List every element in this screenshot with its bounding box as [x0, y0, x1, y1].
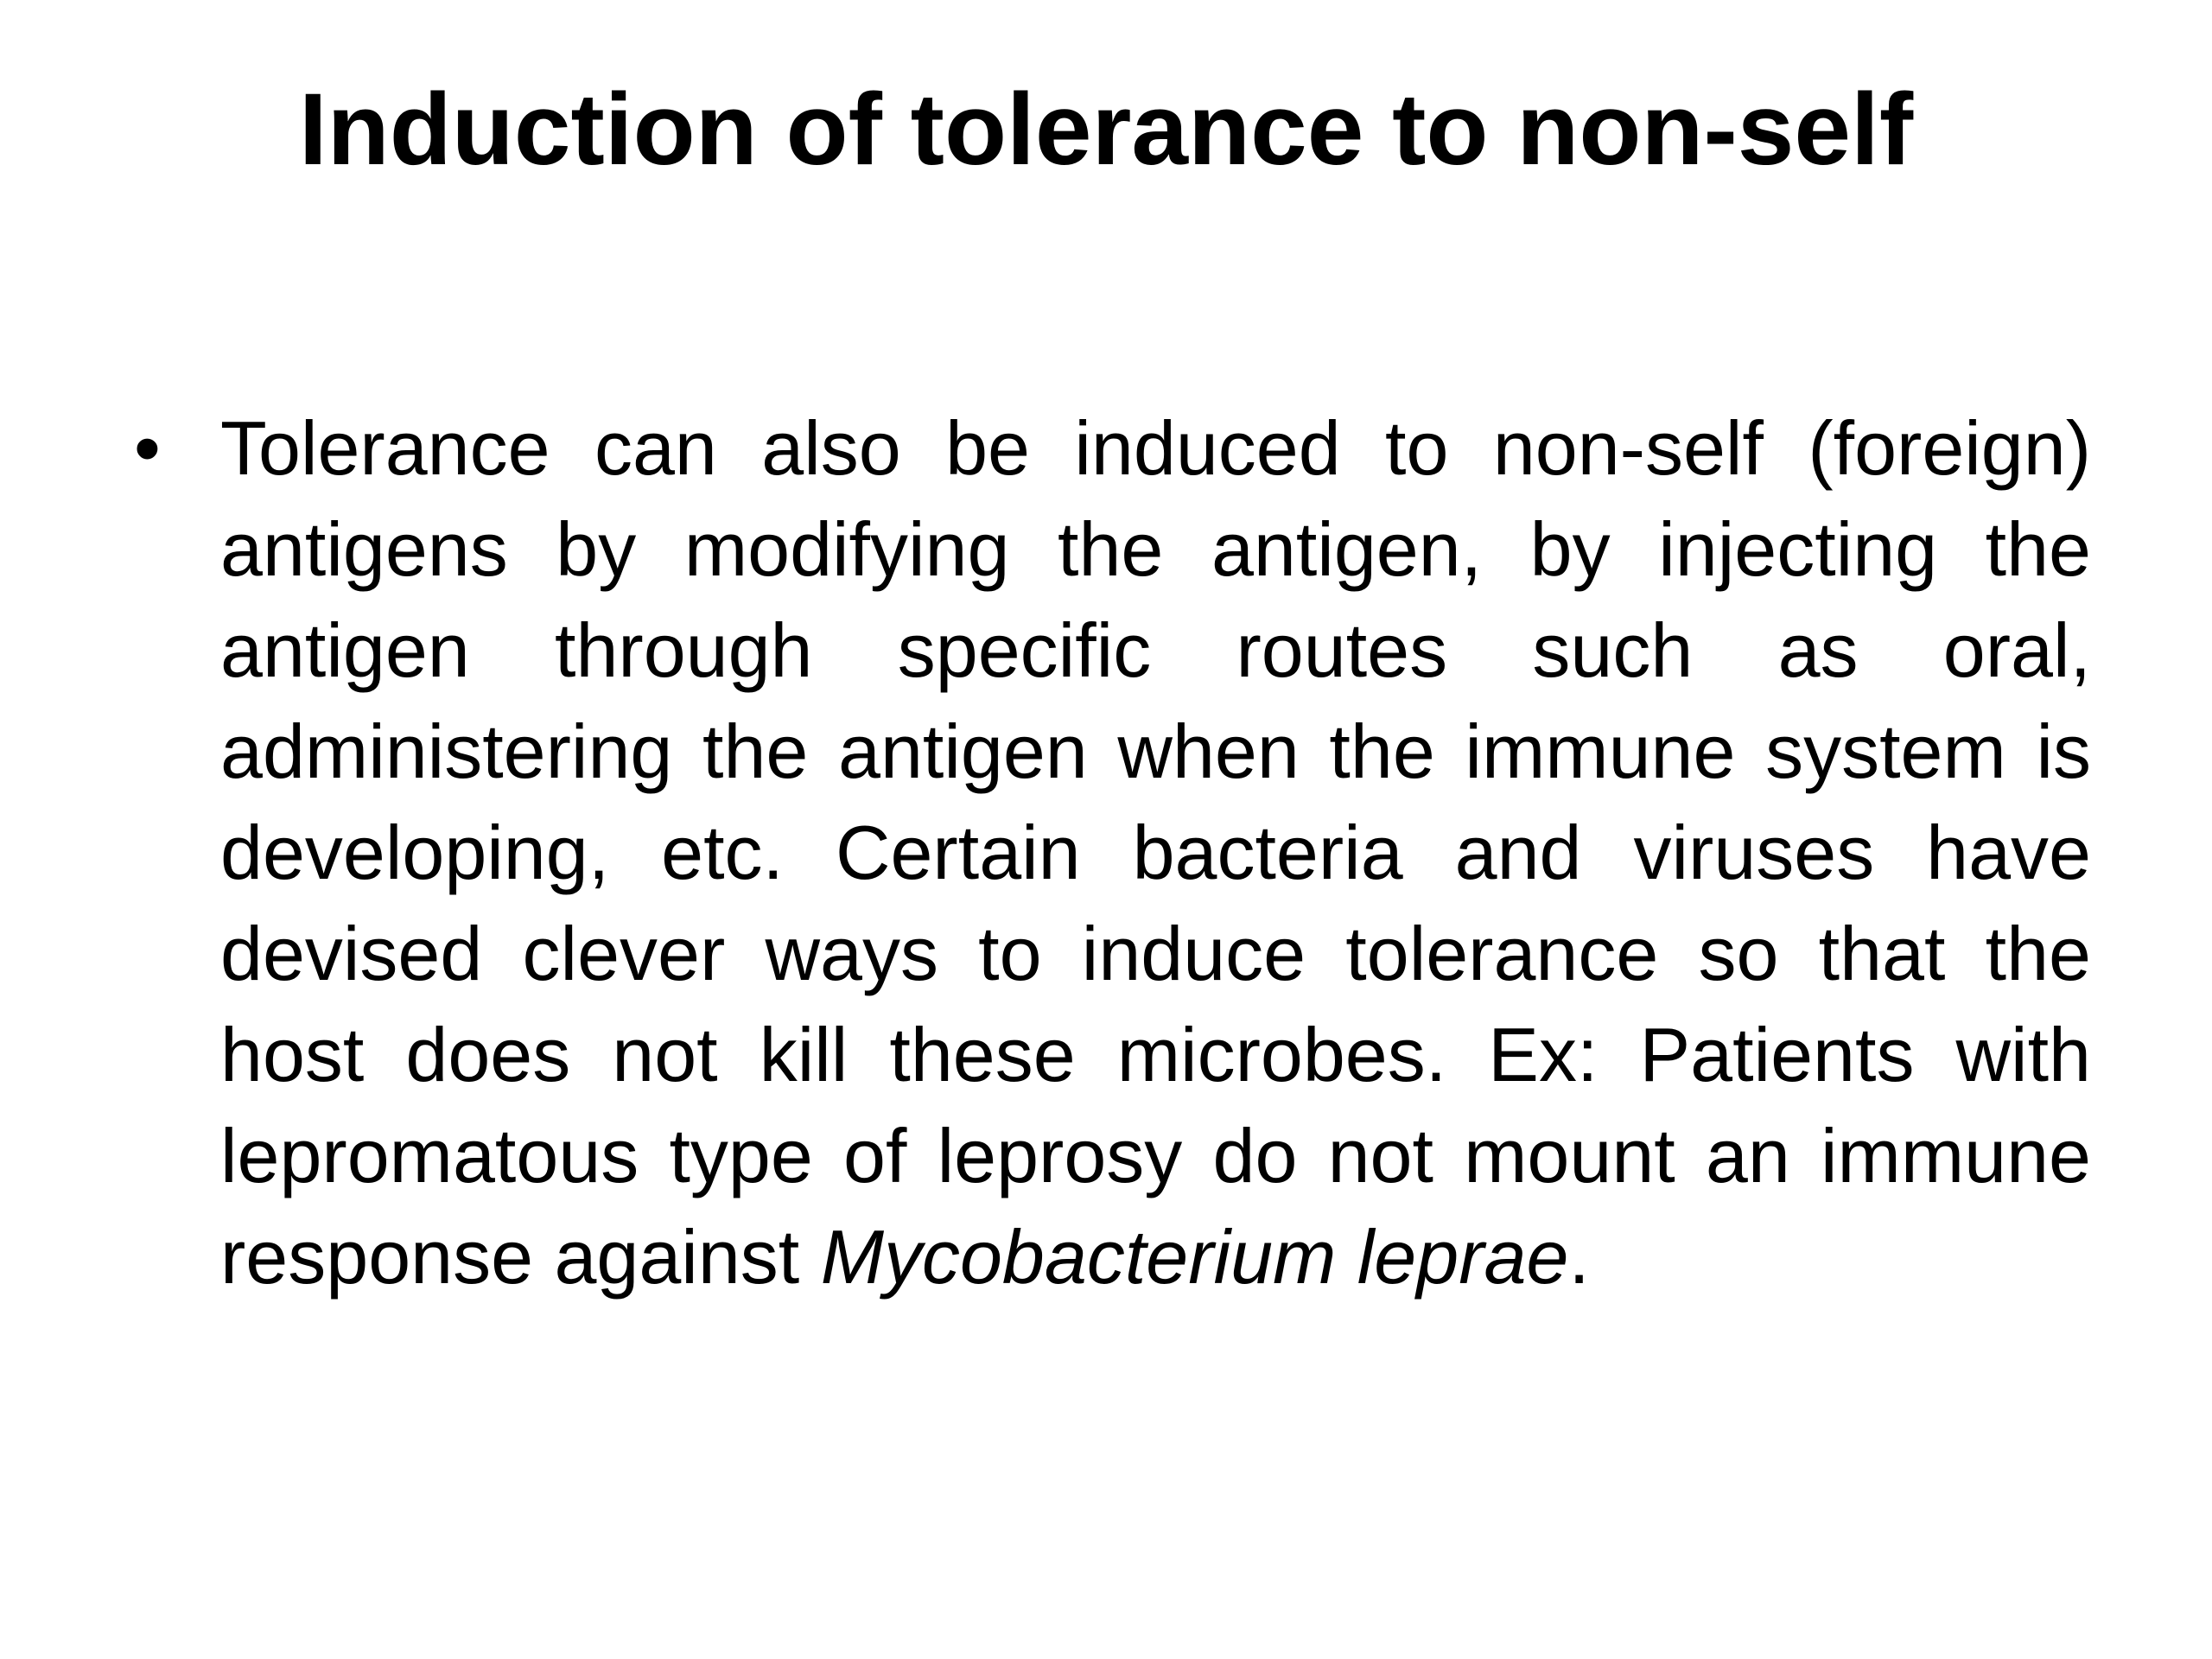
- bullet-item: [130, 397, 2091, 1307]
- bullet-text-end: .: [1568, 1214, 1590, 1300]
- bullet-text: Tolerance can also be induced to non-self (foreign) antigens by modifying the antigen, by injecting the antigen through specific routes such as oral, administering the antigen when the immune system is developing, etc. Certain bacteria and viruses have devised clever ways to induce tolerance so that the host does not kill these microbes. Ex: Patients with lepromatous type of leprosy do not mount an immune response against: [220, 405, 2091, 1300]
- bullet-list: [130, 397, 2091, 1307]
- bullet-dot-icon: •: [134, 405, 161, 491]
- species-name: Mycobacterium leprae: [820, 1214, 1569, 1300]
- slide-title: Induction of tolerance to non-self: [298, 73, 1914, 187]
